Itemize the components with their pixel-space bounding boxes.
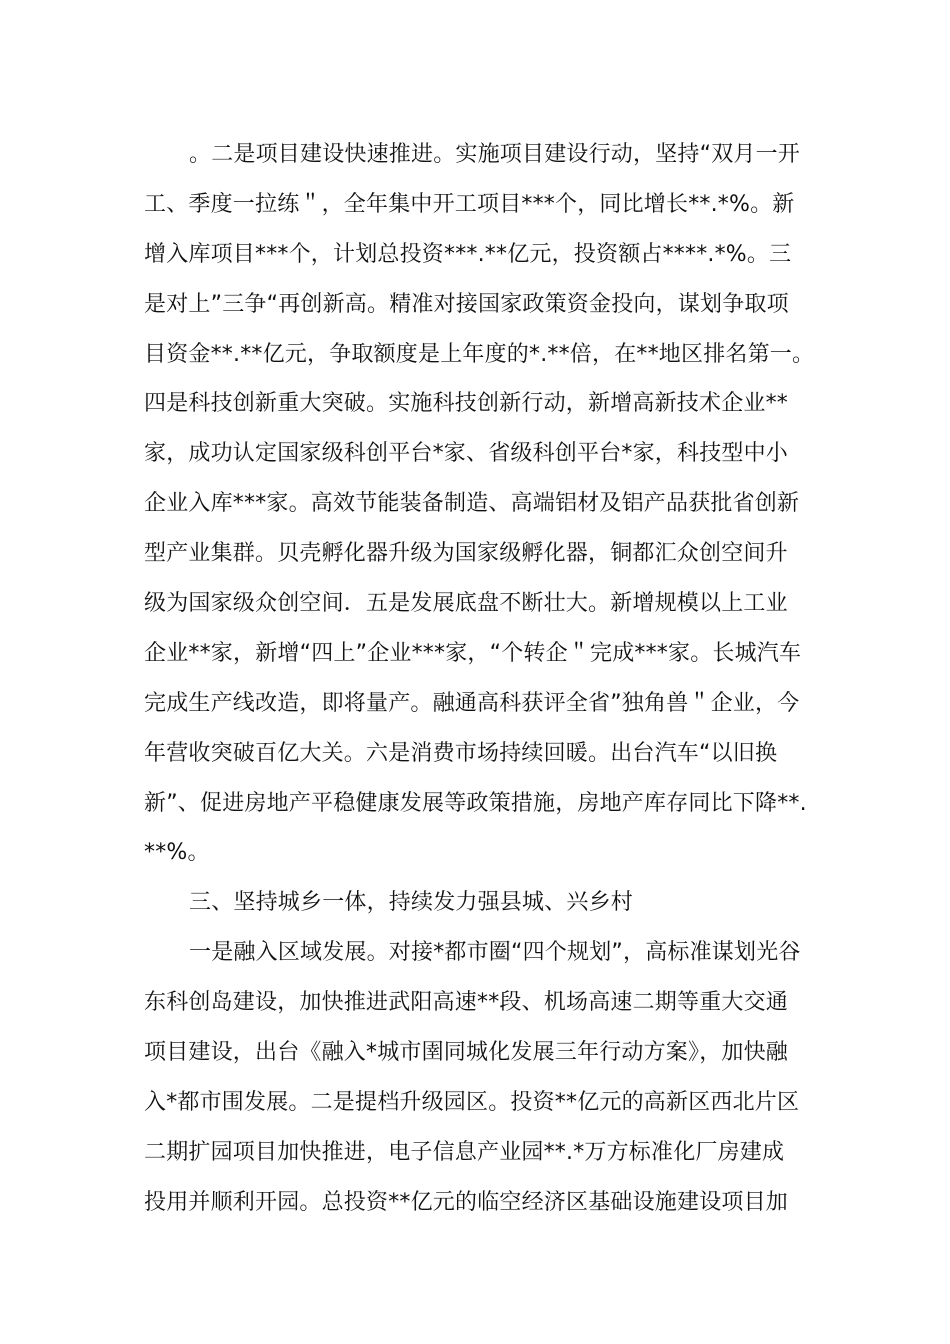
- paragraph-line: 一是融入区域发展。对接*都市圈“四个规划”，高标准谋划光谷: [189, 940, 801, 966]
- paragraph-line: 企业入库***家。高效节能装备制造、高端铝材及铝产品获批省创新: [144, 491, 800, 517]
- paragraph-line: 家，成功认定国家级科创平台*家、省级科创平台*家，科技型中小: [144, 441, 789, 467]
- paragraph-line: 是对上”三争“再创新高。精准对接国家政策资金投向，谋划争取项: [144, 291, 789, 317]
- paragraph-line: 年营收突破百亿大关。六是消费市场持续回暖。出台汽车“以旧换: [144, 740, 778, 766]
- paragraph-line: 完成生产线改造，即将量产。融通高科获评全省”独角兽＂企业，今: [144, 690, 800, 716]
- paragraph-line: 四是科技创新重大突破。实施科技创新行动，新增高新技术企业**: [144, 391, 789, 417]
- paragraph-line: 入*都市围发展。二是提档升级园区。投资**亿元的高新区西北片区: [144, 1089, 800, 1115]
- paragraph-line: 企业**家，新增“四上”企业***家，“个转企＂完成***家。长城汽车: [144, 640, 802, 666]
- paragraph-line: 型产业集群。贝壳孵化器升级为国家级孵化器，铜都汇众创空间升: [144, 541, 788, 567]
- paragraph-line: 工、季度一拉练＂，全年集中开工项目***个，同比增长**.*%。新: [144, 191, 795, 217]
- paragraph-line: 二期扩园项目加快推进，电子信息产业园**.*万方标准化厂房建成: [144, 1139, 785, 1165]
- paragraph-line: 新”、促进房地产平稳健康发展等政策措施，房地产库存同比下降**.: [144, 790, 807, 816]
- section-heading: 三、坚持城乡一体，持续发力强县城、兴乡村: [189, 890, 634, 916]
- paragraph-line: 项目建设，出台《融入*城市圉同城化发展三年行动方案》，加快融: [144, 1040, 789, 1066]
- paragraph-line: 目资金**.**亿元，争取额度是上年度的*.**倍，在**地区排名第一。: [144, 341, 814, 367]
- paragraph-line: **%。: [144, 840, 210, 866]
- document-body: [144, 130, 814, 1228]
- paragraph-line: 投用并顺利开园。总投资**亿元的临空经济区基础设施建设项目加: [144, 1189, 789, 1215]
- paragraph-line: 增入库项目***个，计划总投资***.**亿元，投资额占****.*%。三: [144, 241, 792, 267]
- paragraph-line: 。二是项目建设快速推进。实施项目建设行动，坚持“双月一开: [189, 142, 800, 167]
- paragraph-line: 东科创岛建设，加快推进武阳高速**段、机场高速二期等重大交通: [144, 990, 789, 1016]
- paragraph-line: 级为国家级众创空间．五是发展底盘不断壮大。新增规模以上工业: [144, 591, 788, 617]
